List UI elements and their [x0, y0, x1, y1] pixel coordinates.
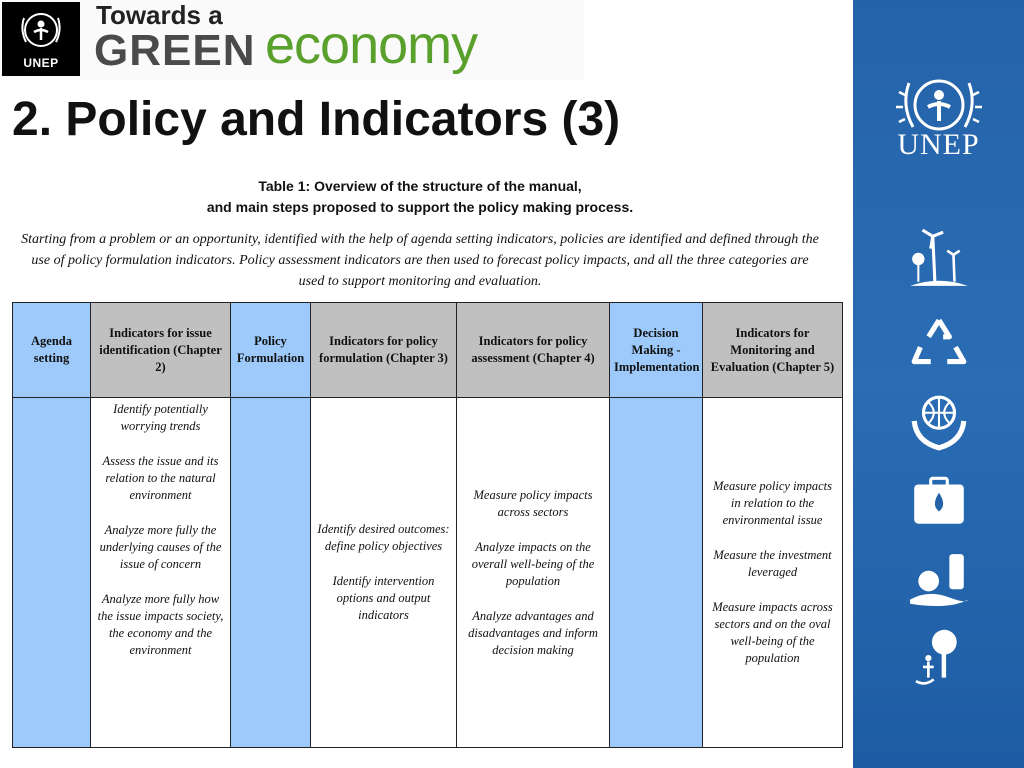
- un-emblem-icon: [2, 2, 80, 58]
- list-item: Identify potentially worrying trends: [113, 402, 208, 433]
- tree-person-icon: [908, 628, 970, 690]
- unep-logo: [2, 2, 80, 76]
- list-item: Analyze advantages and disadvantages and inform decision making: [468, 608, 598, 657]
- logo-green-text: GREEN: [94, 26, 256, 75]
- list-item: Measure the investment leveraged: [713, 548, 832, 579]
- intro-paragraph: Starting from a problem or an opportunity, identified with the help of agenda setting indicators, policies are identified and defined through the use of policy formulation indicators. Policy assessment indicators are then used to forecast policy impacts, and all the three categories are used to support monitoring and evaluation.: [21, 232, 819, 289]
- cell-monitoring-evaluation: [703, 398, 843, 748]
- header-agenda-setting: Agenda setting: [13, 303, 91, 398]
- header-policy-assessment: Indicators for policy assessment (Chapter 4): [457, 303, 610, 398]
- header-monitoring-evaluation: Indicators for Monitoring and Evaluation (Chapter 5): [703, 303, 843, 398]
- list-item: Analyze impacts on the overall well-being of the population: [471, 539, 595, 588]
- caption-line-1: Table 1: Overview of the structure of the manual,: [258, 178, 582, 194]
- cell-agenda-setting: [13, 398, 91, 748]
- slide-title: 2. Policy and Indicators (3): [12, 93, 621, 146]
- cell-policy-formulation-indicators: [311, 398, 457, 748]
- pollution-spill-icon: [908, 550, 970, 612]
- water-case-icon: [908, 470, 970, 532]
- cell-policy-assessment: [457, 398, 610, 748]
- table-caption: [100, 176, 740, 218]
- cell-issue-identification: [91, 398, 231, 748]
- policy-indicators-table: [12, 302, 843, 748]
- globe-hands-icon: [908, 390, 970, 452]
- header-logo-strip: [0, 0, 584, 80]
- wind-energy-icon: [908, 228, 970, 290]
- list-item: Identify intervention options and output indicators: [332, 574, 435, 622]
- list-item: Assess the issue and its relation to the natural environment: [102, 454, 219, 502]
- unep-logo-label: UNEP: [23, 56, 59, 70]
- list-item: Measure impacts across sectors and on the oval well-being of the population: [712, 600, 833, 665]
- logo-towards-text: Towards a: [96, 0, 223, 30]
- logo-economy-text: economy: [265, 15, 478, 75]
- sidebar-panel: [853, 0, 1024, 768]
- table-body-row: [13, 398, 843, 748]
- sidebar-unep-label: UNEP: [897, 128, 980, 161]
- caption-line-2: and main steps proposed to support the policy making process.: [206, 199, 634, 215]
- cell-policy-formulation: [231, 398, 311, 748]
- recycle-icon: [908, 312, 970, 374]
- header-issue-identification: Indicators for issue identification (Chapter 2): [91, 303, 231, 398]
- list-item: Measure policy impacts in relation to the environmental issue: [713, 479, 832, 527]
- list-item: Measure policy impacts across sectors: [473, 487, 593, 519]
- table-header-row: [13, 303, 843, 398]
- list-item: Analyze more fully how the issue impacts society, the economy and the environment: [97, 592, 224, 657]
- header-policy-formulation-indicators: Indicators for policy formulation (Chapter 3): [311, 303, 457, 398]
- header-policy-formulation: Policy Formulation: [231, 303, 311, 398]
- header-decision-making: Decision Making - Implementation: [610, 303, 703, 398]
- list-item: Identify desired outcomes: define policy objectives: [317, 522, 450, 553]
- cell-decision-making: [610, 398, 703, 748]
- list-item: Analyze more fully the underlying causes of the issue of concern: [99, 523, 222, 571]
